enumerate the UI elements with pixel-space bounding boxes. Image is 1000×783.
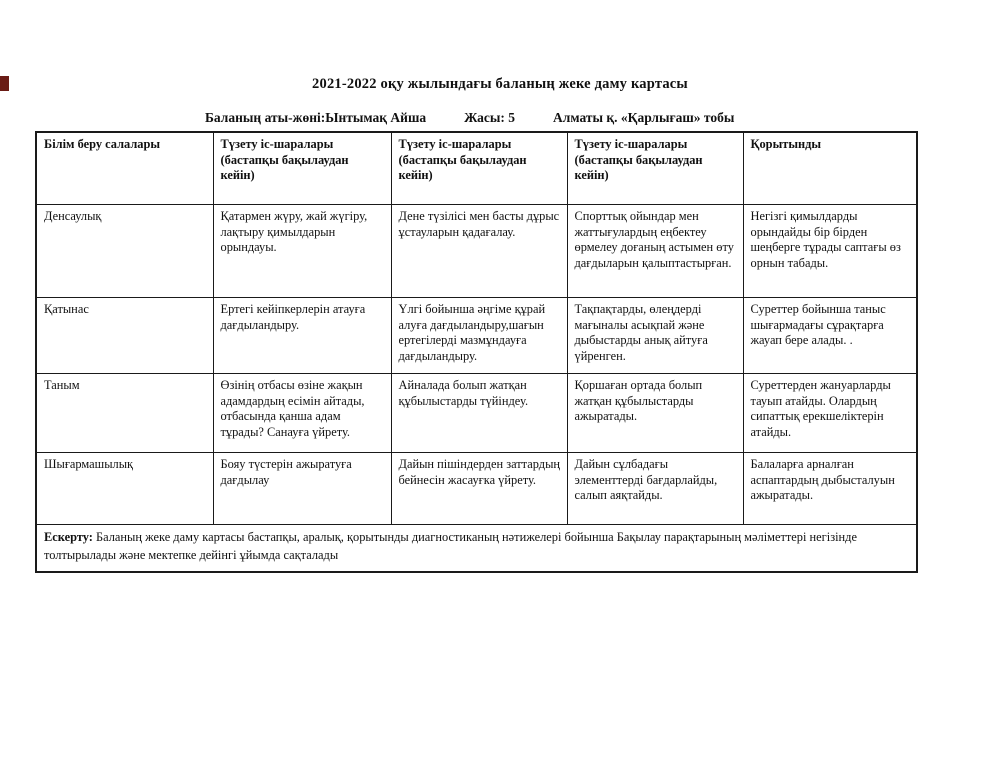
row-0-cell-2: Дене түзілісі мен басты дұрыс ұстауларын қадағалау. [391, 205, 567, 298]
header-correction-2: Түзету іс-шаралары (бастапқы бақылаудан кейін) [391, 132, 567, 205]
table-row-health [36, 205, 917, 298]
row-1-cell-4: Суреттер бойынша таныс шығармадағы сұрақтарға жауап бере алады. . [743, 298, 917, 374]
row-1-area-cell: Қатынас [36, 298, 213, 374]
table-row-cognition [36, 374, 917, 453]
row-2-cell-4: Суреттерден жануарларды тауып атайды. Олардың сипаттық ерекшеліктерін атайды. [743, 374, 917, 453]
row-1-cell-2: Үлгі бойынша әңгіме құрай алуға дағдыландыру,шағын ертегілерді мазмұндауға дағдыландыру. [391, 298, 567, 374]
child-group: Алматы қ. «Қарлығаш» тобы [553, 110, 735, 125]
page-title: 2021-2022 оқу жылындағы баланың жеке даму картасы [312, 76, 688, 92]
note-label: Ескерту: [44, 530, 93, 544]
row-3-cell-2: Дайын пішіндерден заттардың бейнесін жасауғка үйрету. [391, 453, 567, 525]
row-0-cell-1: Қатармен жүру, жай жүгіру, лақтыру қимылдарын орындауы. [213, 205, 391, 298]
row-0-cell-3: Спорттық ойындар мен жаттығулардың еңбектеу өрмелеу доғаның астымен өту дағдыларын қалыптастырған. [567, 205, 743, 298]
row-1-cell-3: Тақпақтарды, өлеңдерді мағыналы асықпай және дыбыстарды анық айтуға үйренген. [567, 298, 743, 374]
header-correction-1: Түзету іс-шаралары (бастапқы бақылаудан кейін) [213, 132, 391, 205]
development-map-table [35, 131, 918, 573]
row-2-cell-2: Айналада болып жатқан құбылыстарды түйіндеу. [391, 374, 567, 453]
note-cell [36, 525, 917, 573]
table-note-row [36, 525, 917, 573]
table-row-communication [36, 298, 917, 374]
row-2-cell-1: Өзінің отбасы өзіне жақын адамдардың есімін айтады, отбасында қанша адам тұрады? Санауға үйрету. [213, 374, 391, 453]
row-3-cell-1: Бояу түстерін ажыратуға дағдылау [213, 453, 391, 525]
row-3-cell-4: Балаларға арналған аспаптардың дыбысталуын ажыратады. [743, 453, 917, 525]
scan-corner-artifact [0, 76, 9, 91]
table-row-creativity [36, 453, 917, 525]
child-info-line [205, 110, 1000, 126]
row-3-area-cell: Шығармашылық [36, 453, 213, 525]
header-summary: Қорытынды [743, 132, 917, 205]
header-education-areas: Білім беру салалары [36, 132, 213, 205]
row-1-cell-1: Ертегі кейіпкерлерін атауға дағдыландыру. [213, 298, 391, 374]
table-header-row [36, 132, 917, 205]
row-0-cell-4: Негізгі қимылдарды орындайды бір бірден шеңберге тұрады саптағы өз орнын табады. [743, 205, 917, 298]
child-name: Баланың аты-жөні:Ынтымақ Айша [205, 110, 427, 125]
child-age: Жасы: 5 [464, 110, 516, 125]
header-correction-3: Түзету іс-шаралары (бастапқы бақылаудан кейін) [567, 132, 743, 205]
row-2-cell-3: Қоршаған ортада болып жатқан құбылыстарды ажыратады. [567, 374, 743, 453]
row-0-area-cell: Денсаулық [36, 205, 213, 298]
row-2-area-cell: Таным [36, 374, 213, 453]
row-3-cell-3: Дайын сұлбадағы элементтерді бағдарлайды, салып аяқтайды. [567, 453, 743, 525]
note-text: Баланың жеке даму картасы бастапқы, аралық, қорытынды диагностиканың нәтижелері бойынша Бақылау парақтарының мәліметтері негізінде толтырылады және мектепке дейінгі ұйымда сақталады [44, 530, 857, 562]
